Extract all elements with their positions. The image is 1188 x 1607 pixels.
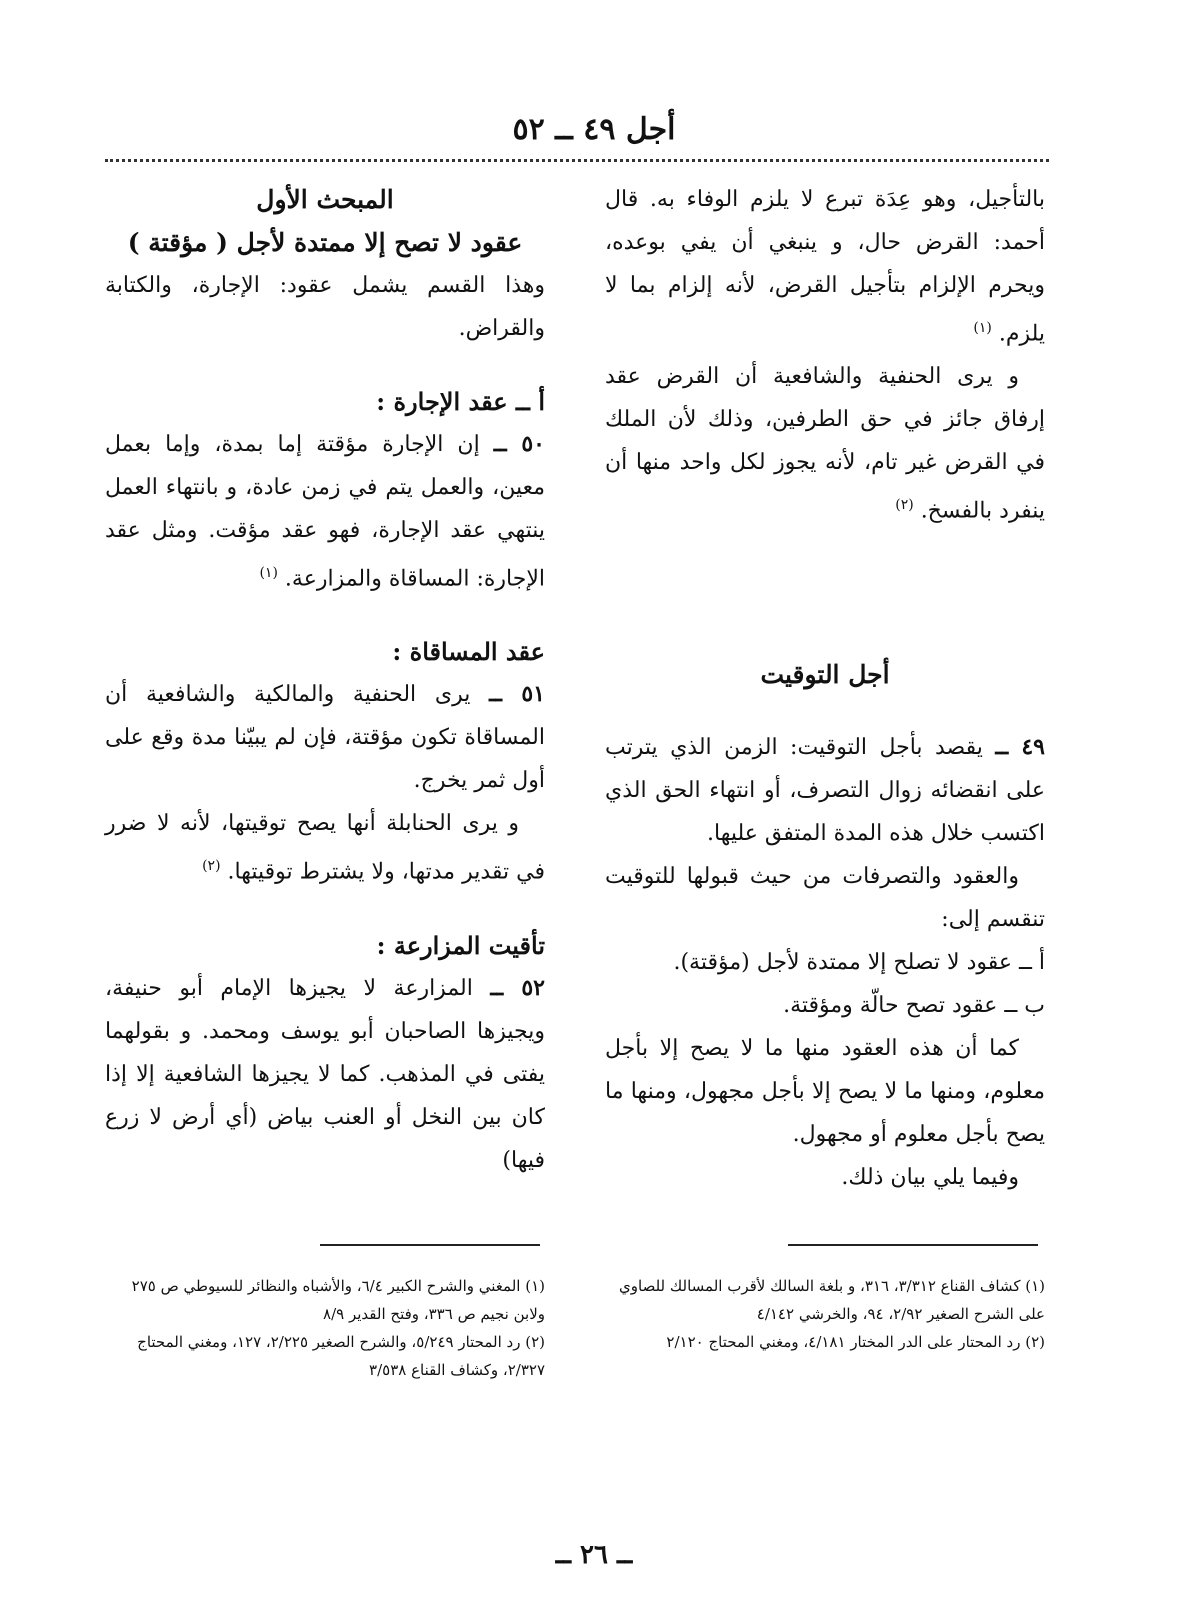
footnotes-left (105, 1272, 545, 1384)
footnote: (٢) رد المحتار على الدر المختار ٤/١٨١، ومغني المحتاج ٢/١٢٠ (666, 1333, 1045, 1351)
paragraph-text: و يرى الحنفية والشافعية أن القرض عقد إرفاق جائز في حق الطرفين، وذلك لأن الملك في القرض غير تام، لأنه يجوز لكل واحد منها أن ينفرد بالفسخ. (605, 364, 1045, 524)
paragraph-text: إن الإجارة مؤقتة إما بمدة، وإما بعمل معين، والعمل يتم في زمن عادة، و بانتهاء العمل ينتهي عقد الإجارة، فهو عقد مؤقت. ومثل عقد الإجارة: المساقاة والمزارعة. (105, 432, 545, 592)
paragraph-text: بالتأجيل، وهو عِدَة تبرع لا يلزم الوفاء به. قال أحمد: القرض حال، و ينبغي أن يفي بوعده، ويحرم الإلزام بتأجيل القرض، لأنه إلزام بما لا يلزم. (605, 187, 1045, 347)
spacer (605, 533, 1045, 653)
paragraph: وفيما يلي بيان ذلك. (841, 1164, 1019, 1190)
spacer (605, 696, 1045, 726)
spacer (105, 894, 545, 924)
footnote-ref: (١) (973, 320, 992, 336)
footnote-ref: (١) (259, 565, 278, 581)
paragraph (605, 178, 1045, 355)
right-column (605, 178, 1045, 1199)
list-item: ب ــ عقود تصح حالّة ومؤقتة. (783, 992, 1045, 1018)
paragraph-number: ٥١ ــ (489, 681, 545, 708)
paragraph: والعقود والتصرفات من حيث قبولها للتوقيت تنقسم إلى: (605, 863, 1045, 932)
footnotes-right (605, 1272, 1045, 1356)
paragraph-number: ٥٢ ــ (490, 974, 545, 1001)
footnote: (١) المغني والشرح الكبير ٦/٤، والأشباه والنظائر للسيوطي ص ٢٧٥ ولابن نجيم ص ٣٣٦، وفتح القدير ٨/٩ (131, 1277, 545, 1323)
header-divider (105, 159, 1049, 162)
subsection-heading: أ ــ عقد الإجارة : (376, 387, 545, 416)
footnote-divider (788, 1244, 1038, 1246)
paragraph-text: يرى الحنفية والمالكية والشافعية أن المساقاة تكون مؤقتة، فإن لم يبيّنا مدة وقع على أول ثمر يخرج. (105, 682, 545, 794)
paragraph (105, 673, 545, 802)
chapter-subheading: عقود لا تصح إلا ممتدة لأجل ( مؤقتة ) (127, 228, 523, 257)
footnote: (٢) رد المحتار ٥/٢٤٩، والشرح الصغير ٢/٢٢٥، ١٢٧، ومغني المحتاج ٢/٣٢٧، وكشاف القناع ٣/٥٣٨ (137, 1333, 545, 1379)
paragraph-number: ٥٠ ــ (493, 431, 545, 457)
paragraph-text: المزارعة لا يجيزها الإمام أبو حنيفة، ويجيزها الصاحبان أبو يوسف ومحمد. و بقولهما يفتى في المذهب. كما لا يجيزها الشافعية إلا إذا كان بين النخل أو العنب بياض (أي أرض لا زرع فيها) (105, 975, 545, 1173)
paragraph-text: و يرى الحنابلة أنها يصح توقيتها، لأنه لا ضرر في تقدير مدتها، ولا يشترط توقيتها. (105, 811, 545, 885)
footnote: (١) كشاف القناع ٣/٣١٢، ٣١٦، و بلغة السالك لأقرب المسالك للصاوي على الشرح الصغير ٢/٩٢، ٩٤، والخرشي ٤/١٤٢ (619, 1277, 1045, 1323)
paragraph (105, 967, 545, 1182)
paragraph (105, 802, 545, 893)
spacer (105, 350, 545, 380)
footnote-ref: (٢) (895, 497, 914, 514)
chapter-heading: المبحث الأول (256, 185, 394, 214)
spacer (105, 600, 545, 630)
page-number: ــ ٢٦ ــ (555, 1540, 633, 1570)
running-header: أجل ٤٩ ــ ٥٢ (512, 112, 676, 147)
footnote-ref: (٢) (202, 858, 221, 875)
paragraph: كما أن هذه العقود منها ما لا يصح إلا بأجل معلوم، ومنها ما لا يصح إلا بأجل مجهول، ومنها ما يصح بأجل معلوم أو مجهول. (605, 1035, 1045, 1147)
paragraph (105, 423, 545, 600)
paragraph-text: يقصد بأجل التوقيت: الزمن الذي يترتب على انقضائه زوال التصرف، أو انتهاء الحق الذي اكتسب خلال هذه المدة المتفق عليها. (605, 734, 1045, 846)
section-title: أجل التوقيت (760, 659, 890, 689)
subsection-heading: عقد المساقاة : (392, 637, 545, 667)
paragraph (605, 726, 1045, 855)
left-column (105, 178, 545, 1182)
paragraph-number: ٤٩ ــ (995, 733, 1045, 760)
paragraph (605, 355, 1045, 532)
paragraph: وهذا القسم يشمل عقود: الإجارة، والكتابة والقراض. (105, 273, 545, 341)
list-item: أ ــ عقود لا تصلح إلا ممتدة لأجل (مؤقتة). (673, 949, 1045, 975)
footnote-divider (320, 1244, 540, 1246)
subsection-heading: تأقيت المزارعة : (376, 930, 545, 960)
